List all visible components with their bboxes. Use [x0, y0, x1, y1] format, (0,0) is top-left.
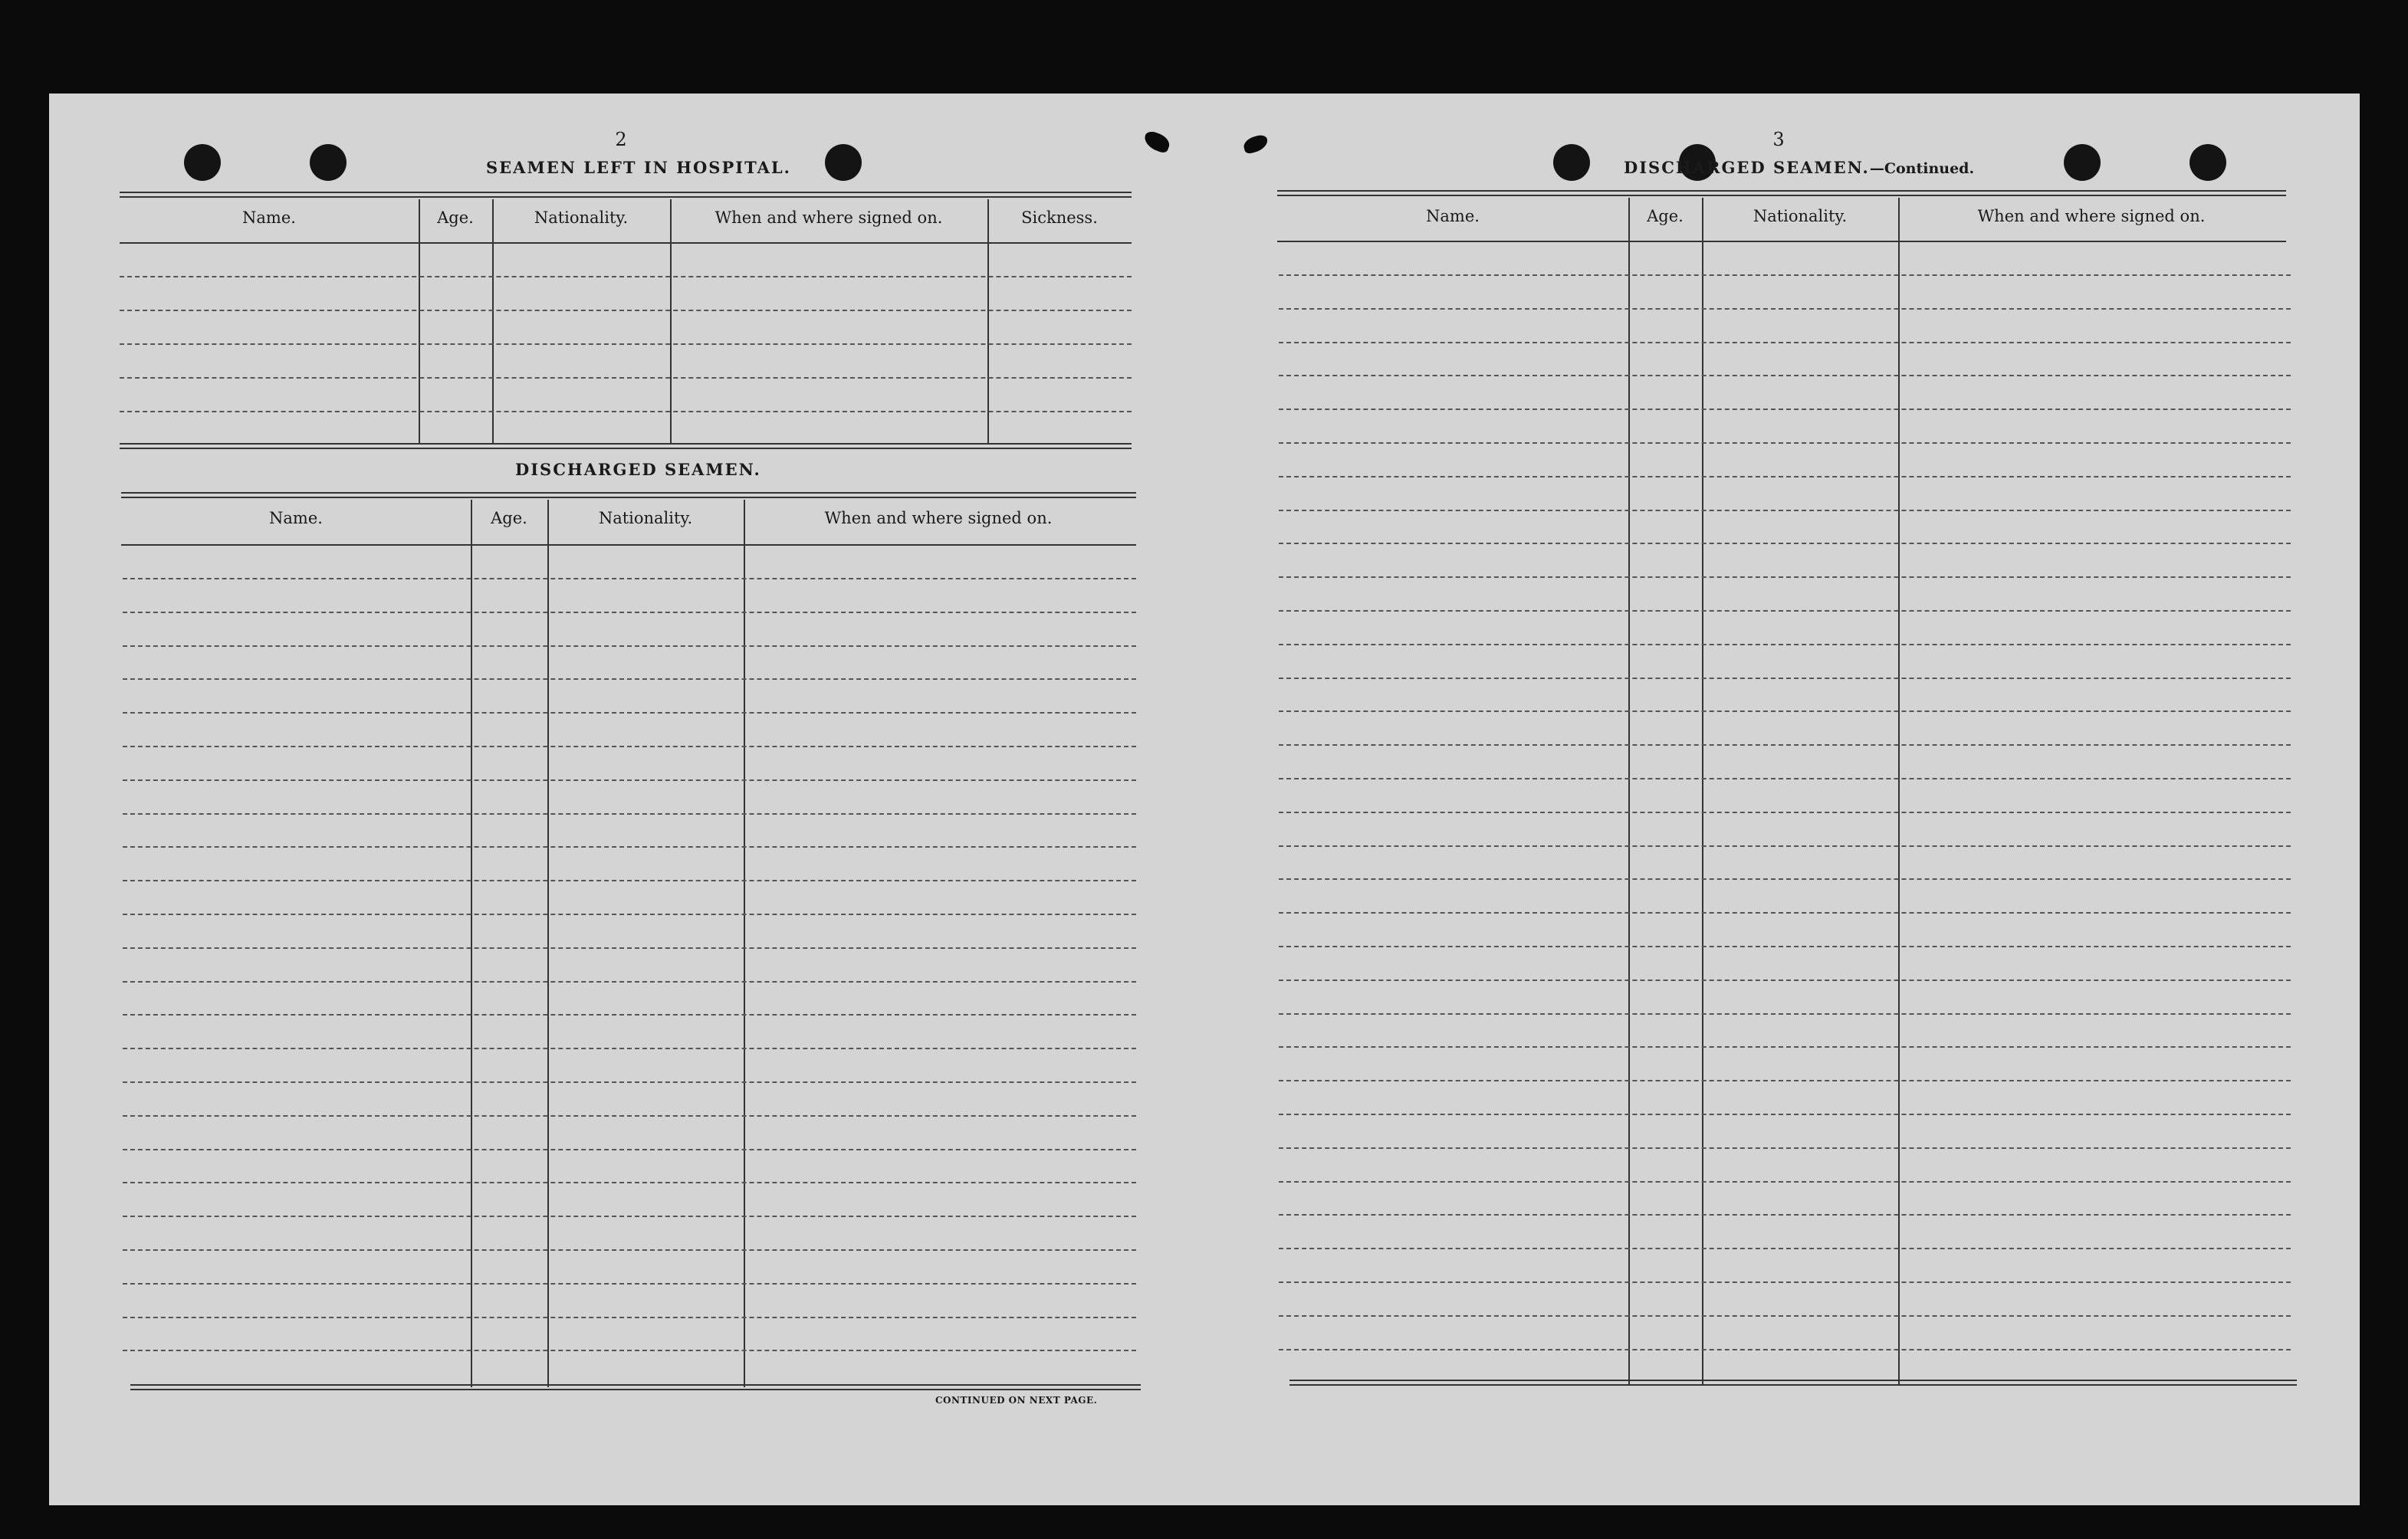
discharged-entry-line	[123, 981, 1136, 983]
discharged-col-name: Name.	[269, 509, 323, 527]
punch-hole	[2064, 144, 2101, 181]
punch-hole	[310, 144, 347, 181]
right-entry-line	[1279, 1281, 2291, 1283]
hospital-section-title: SEAMEN LEFT IN HOSPITAL.	[486, 158, 791, 177]
right-entry-line	[1279, 375, 2291, 376]
discharged-entry-line	[123, 1149, 1136, 1150]
hospital-entry-line	[120, 343, 1132, 345]
right-entry-line	[1279, 1181, 2291, 1183]
discharged-col-divider	[547, 500, 549, 1387]
right-col-name: Name.	[1426, 207, 1480, 225]
right-header-rule	[1277, 241, 2286, 242]
right-entry-line	[1279, 543, 2291, 544]
discharged-col-divider	[744, 500, 745, 1387]
discharged-entry-line	[123, 712, 1136, 714]
right-entry-line	[1279, 678, 2291, 679]
right-entry-line	[1279, 576, 2291, 578]
hospital-col-divider	[419, 199, 420, 445]
discharged-top-rule	[121, 492, 1136, 498]
discharged-entry-line	[123, 1283, 1136, 1285]
hospital-header-rule	[120, 242, 1132, 244]
discharged-col-signed-on: When and where signed on.	[824, 509, 1053, 527]
right-entry-line	[1279, 912, 2291, 914]
discharged-entry-line	[123, 779, 1136, 781]
right-entry-line	[1279, 308, 2291, 310]
discharged-bottom-rule	[130, 1384, 1141, 1390]
right-entry-line	[1279, 946, 2291, 947]
right-entry-line	[1279, 644, 2291, 645]
binding-tear	[1242, 133, 1270, 155]
discharged-col-age: Age.	[491, 509, 527, 527]
right-top-rule	[1277, 190, 2286, 196]
right-entry-line	[1279, 845, 2291, 847]
right-col-nationality: Nationality.	[1753, 207, 1848, 225]
right-col-age: Age.	[1647, 207, 1684, 225]
right-entry-line	[1279, 409, 2291, 410]
hospital-col-divider	[670, 199, 672, 445]
discharged-section-title: DISCHARGED SEAMEN.	[515, 460, 761, 479]
hospital-col-name: Name.	[242, 208, 296, 227]
discharged-col-divider	[471, 500, 472, 1387]
discharged-entry-line	[123, 678, 1136, 680]
hospital-col-nationality: Nationality.	[534, 208, 629, 227]
hospital-col-divider	[987, 199, 989, 445]
right-entry-line	[1279, 1114, 2291, 1115]
hospital-bottom-rule	[120, 443, 1132, 449]
page-number-left: 2	[615, 129, 627, 150]
hospital-entry-line	[120, 310, 1132, 311]
discharged-entry-line	[123, 880, 1136, 881]
right-entry-line	[1279, 476, 2291, 477]
punch-hole	[1553, 144, 1590, 181]
discharged-entry-line	[123, 612, 1136, 613]
discharged-entry-line	[123, 1048, 1136, 1049]
right-entry-line	[1279, 1147, 2291, 1149]
hospital-top-rule	[120, 192, 1132, 198]
discharged-entry-line	[123, 1317, 1136, 1318]
hospital-col-divider	[492, 199, 494, 445]
hospital-entry-line	[120, 411, 1132, 412]
discharged-entry-line	[123, 1115, 1136, 1117]
discharged-col-nationality: Nationality.	[598, 509, 693, 527]
right-entry-line	[1279, 1013, 2291, 1015]
continued-note: CONTINUED ON NEXT PAGE.	[935, 1395, 1098, 1406]
hospital-col-signed-on: When and where signed on.	[715, 208, 943, 227]
right-section-title	[1624, 158, 1974, 177]
right-entry-line	[1279, 1349, 2291, 1350]
right-entry-line	[1279, 878, 2291, 880]
right-entry-line	[1279, 1214, 2291, 1216]
discharged-entry-line	[123, 947, 1136, 949]
right-entry-line	[1279, 980, 2291, 981]
punch-hole	[184, 144, 221, 181]
discharged-entry-line	[123, 1350, 1136, 1351]
right-bottom-rule	[1289, 1380, 2297, 1386]
discharged-entry-line	[123, 578, 1136, 579]
discharged-entry-line	[123, 645, 1136, 647]
hospital-entry-line	[120, 276, 1132, 277]
right-title-main: DISCHARGED SEAMEN.	[1624, 158, 1870, 177]
right-entry-line	[1279, 342, 2291, 343]
right-entry-line	[1279, 442, 2291, 444]
right-entry-line	[1279, 274, 2291, 276]
discharged-entry-line	[123, 813, 1136, 815]
right-entry-line	[1279, 1080, 2291, 1081]
right-col-signed-on: When and where signed on.	[1977, 207, 2206, 225]
discharged-entry-line	[123, 914, 1136, 915]
hospital-col-sickness: Sickness.	[1021, 208, 1098, 227]
right-entry-line	[1279, 610, 2291, 612]
hospital-col-age: Age.	[437, 208, 474, 227]
discharged-entry-line	[123, 846, 1136, 848]
page-number-right: 3	[1772, 129, 1785, 150]
right-entry-line	[1279, 1248, 2291, 1249]
discharged-header-rule	[121, 544, 1136, 546]
right-entry-line	[1279, 1046, 2291, 1048]
discharged-entry-line	[123, 746, 1136, 747]
discharged-entry-line	[123, 1216, 1136, 1217]
right-entry-line	[1279, 744, 2291, 746]
right-entry-line	[1279, 510, 2291, 511]
punch-hole	[2190, 144, 2226, 181]
right-entry-line	[1279, 710, 2291, 712]
hospital-entry-line	[120, 377, 1132, 379]
right-entry-line	[1279, 778, 2291, 779]
punch-hole	[825, 144, 862, 181]
record-sheet	[49, 94, 2360, 1505]
discharged-entry-line	[123, 1249, 1136, 1251]
right-entry-line	[1279, 1315, 2291, 1317]
right-title-suffix: —Continued.	[1869, 160, 1975, 177]
discharged-entry-line	[123, 1182, 1136, 1183]
discharged-entry-line	[123, 1014, 1136, 1016]
right-entry-line	[1279, 812, 2291, 813]
discharged-entry-line	[123, 1081, 1136, 1083]
binding-tear	[1142, 130, 1171, 154]
